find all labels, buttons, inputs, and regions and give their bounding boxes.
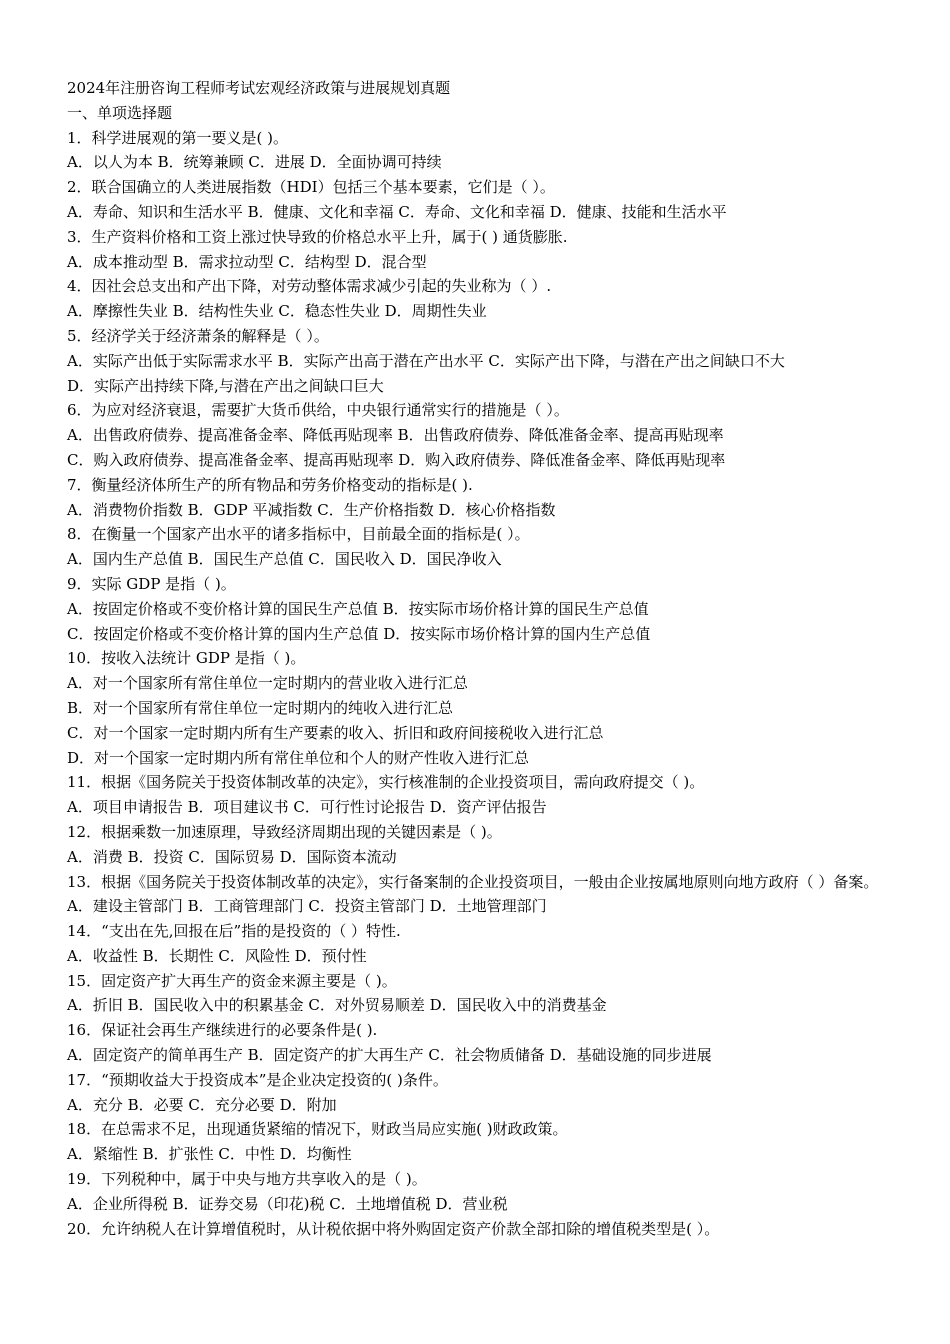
options-6-line-1: A．出售政府债券、提高准备金率、降低再贴现率 B．出售政府债券、降低准备金率、提高再贴现率 xyxy=(67,426,724,445)
question-11: 11．根据《国务院关于投资体制改革的决定》，实行核准制的企业投资项目，需向政府提交（ )。 xyxy=(67,773,705,792)
option-10-a: A．对一个国家所有常住单位一定时期内的营业收入进行汇总 xyxy=(67,674,468,693)
options-18: A．紧缩性 B．扩张性 C．中性 D．均衡性 xyxy=(67,1145,352,1164)
question-19: 19．下列税种中，属于中央与地方共享收入的是（ )。 xyxy=(67,1170,427,1189)
question-14: 14．“支出在先,回报在后”指的是投资的（ ）特性. xyxy=(67,922,401,941)
question-2: 2．联合国确立的人类进展指数（HDI）包括三个基本要素，它们是（ ）。 xyxy=(67,178,555,197)
options-5-line-1: A．实际产出低于实际需求水平 B．实际产出高于潜在产出水平 C．实际产出下降，与潜在产出之间缺口不大 xyxy=(67,351,785,370)
question-20: 20．允许纳税人在计算增值税时，从计税依据中将外购固定资产价款全部扣除的增值税类型是( ）。 xyxy=(67,1219,720,1238)
question-9: 9．实际 GDP 是指（ )。 xyxy=(67,574,236,593)
options-1: A．以人为本 B．统筹兼顾 C．进展 D．全面协调可持续 xyxy=(67,153,442,172)
question-5: 5．经济学关于经济萧条的解释是（ ）。 xyxy=(67,326,329,345)
section-heading: 一、单项选择题 xyxy=(67,103,173,122)
question-1: 1．科学进展观的第一要义是( )。 xyxy=(67,128,289,147)
question-10: 10．按收入法统计 GDP 是指（ )。 xyxy=(67,649,306,668)
question-16: 16．保证社会再生产继续进行的必要条件是( ). xyxy=(67,1021,378,1040)
options-12: A．消费 B．投资 C．国际贸易 D．国际资本流动 xyxy=(67,847,397,866)
options-16: A．固定资产的简单再生产 B．固定资产的扩大再生产 C．社会物质储备 D．基础设施的同步进展 xyxy=(67,1046,712,1065)
options-11: A．项目申请报告 B．项目建议书 C．可行性讨论报告 D．资产评估报告 xyxy=(67,798,547,817)
options-9-line-1: A．按固定价格或不变价格计算的国民生产总值 B．按实际市场价格计算的国民生产总值 xyxy=(67,599,649,618)
options-15: A．折旧 B．国民收入中的积累基金 C．对外贸易顺差 D．国民收入中的消费基金 xyxy=(67,996,607,1015)
options-14: A．收益性 B．长期性 C．风险性 D．预付性 xyxy=(67,946,367,965)
options-3: A．成本推动型 B．需求拉动型 C．结构型 D．混合型 xyxy=(67,252,427,271)
option-10-d: D．对一个国家一定时期内所有常住单位和个人的财产性收入进行汇总 xyxy=(67,748,530,767)
question-18: 18．在总需求不足，出现通货紧缩的情况下，财政当局应实施( )财政政策。 xyxy=(67,1120,568,1139)
options-8: A．国内生产总值 B．国民生产总值 C．国民收入 D．国民净收入 xyxy=(67,550,502,569)
question-3: 3．生产资料价格和工资上涨过快导致的价格总水平上升，属于( ) 通货膨胀. xyxy=(67,227,568,246)
question-4: 4．因社会总支出和产出下降，对劳动整体需求减少引起的失业称为（ ）. xyxy=(67,277,552,296)
question-6: 6．为应对经济衰退，需要扩大货币供给，中央银行通常实行的措施是（ ）。 xyxy=(67,401,569,420)
document-page xyxy=(67,76,897,1241)
option-10-c: C．对一个国家一定时期内所有生产要素的收入、折旧和政府间接税收入进行汇总 xyxy=(67,723,604,742)
option-10-b: B．对一个国家所有常住单位一定时期内的纯收入进行汇总 xyxy=(67,698,454,717)
question-15: 15．固定资产扩大再生产的资金来源主要是（ )。 xyxy=(67,971,397,990)
options-6-line-2: C．购入政府债券、提高准备金率、提高再贴现率 D．购入政府债券、降低准备金率、降低再贴现率 xyxy=(67,450,726,469)
question-8: 8．在衡量一个国家产出水平的诸多指标中，目前最全面的指标是( ）。 xyxy=(67,525,530,544)
options-2: A．寿命、知识和生活水平 B．健康、文化和幸福 C．寿命、文化和幸福 D．健康、技能和生活水平 xyxy=(67,202,727,221)
options-19: A．企业所得税 B．证券交易（印花)税 C．土地增值税 D．营业税 xyxy=(67,1194,508,1213)
options-9-line-2: C．按固定价格或不变价格计算的国内生产总值 D．按实际市场价格计算的国内生产总值 xyxy=(67,624,651,643)
options-4: A．摩擦性失业 B．结构性失业 C．稳态性失业 D．周期性失业 xyxy=(67,302,487,321)
question-13: 13．根据《国务院关于投资体制改革的决定》，实行备案制的企业投资项目，一般由企业按属地原则向地方政府（ ）备案。 xyxy=(67,872,879,891)
question-17: 17．“预期收益大于投资成本”是企业决定投资的( )条件。 xyxy=(67,1070,448,1089)
options-7: A．消费物价指数 B．GDP 平减指数 C．生产价格指数 D．核心价格指数 xyxy=(67,500,556,519)
question-7: 7．衡量经济体所生产的所有物品和劳务价格变动的指标是( ). xyxy=(67,475,473,494)
options-5-line-2: D．实际产出持续下降,与潜在产出之间缺口巨大 xyxy=(67,376,384,395)
document-title: 2024年注册咨询工程师考试宏观经济政策与进展规划真题 xyxy=(67,79,451,97)
question-12: 12．根据乘数一加速原理，导致经济周期出现的关键因素是（ )。 xyxy=(67,822,502,841)
options-13: A．建设主管部门 B．工商管理部门 C．投资主管部门 D．土地管理部门 xyxy=(67,897,547,916)
options-17: A．充分 B．必要 C．充分必要 D．附加 xyxy=(67,1095,337,1114)
